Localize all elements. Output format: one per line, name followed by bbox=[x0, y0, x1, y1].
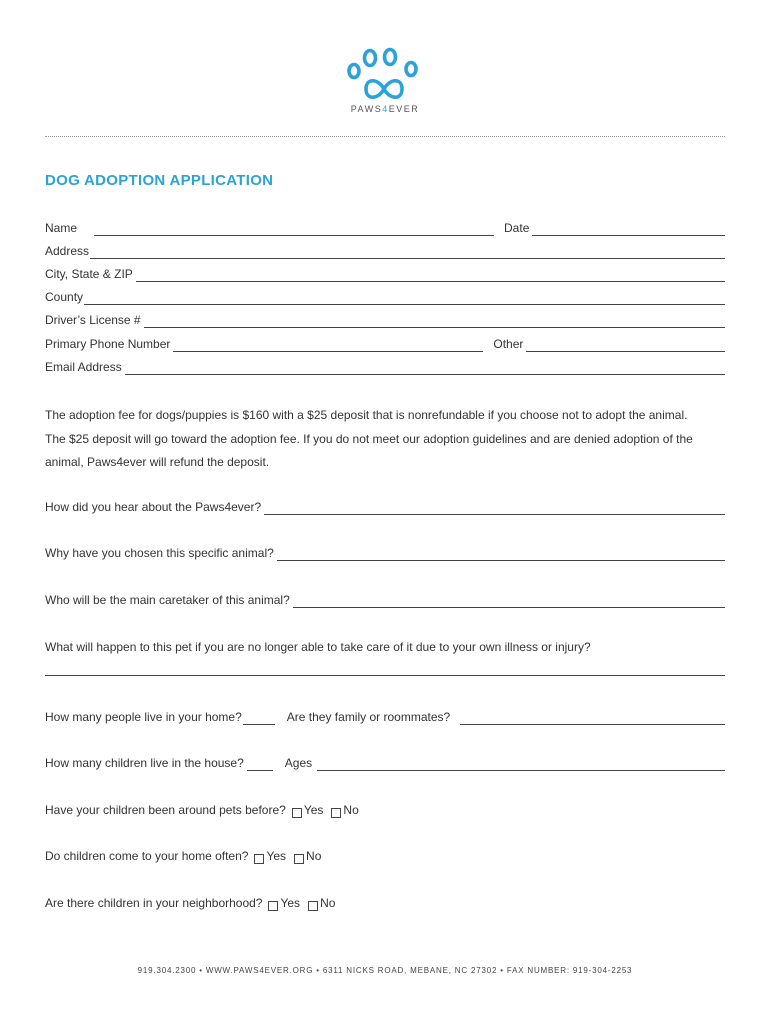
ages-label: Ages bbox=[284, 756, 313, 770]
footer-contact: 919.304.2300 • WWW.PAWS4EVER.ORG • 6311 NICKS ROAD, MEBANE, NC 27302 • FAX NUMBER: 919-304-2253 bbox=[137, 966, 633, 975]
dotted-divider bbox=[45, 136, 725, 137]
paragraph-line: The adoption fee for dogs/puppies is $160 with a $25 deposit that is nonrefundable if you choose not to adopt the animal. bbox=[45, 408, 688, 422]
caretaker-answer-field[interactable] bbox=[293, 595, 725, 608]
yes-label: Yes bbox=[280, 896, 301, 910]
hear-question: How did you hear about the Paws4ever? bbox=[45, 500, 262, 514]
paragraph-line: The $25 deposit will go toward the adoption fee. If you do not meet our adoption guidelines and are denied adoption of the bbox=[45, 431, 693, 446]
brand-name: PAWS4EVER bbox=[350, 104, 420, 114]
pets-before-no-checkbox[interactable] bbox=[331, 808, 341, 818]
yes-label: Yes bbox=[303, 803, 324, 817]
people-question: How many people live in your home? bbox=[45, 710, 242, 724]
neighborhood-yes-checkbox[interactable] bbox=[268, 901, 278, 911]
paw-infinity-icon bbox=[340, 44, 430, 100]
city-row bbox=[45, 266, 725, 282]
illness-question-row bbox=[45, 639, 725, 655]
neighborhood-question: Are there children in your neighborhood? bbox=[45, 896, 263, 910]
no-label: No bbox=[320, 896, 336, 910]
neighborhood-no-checkbox[interactable] bbox=[308, 901, 318, 911]
children-count-field[interactable] bbox=[247, 758, 273, 771]
paragraph-line: animal, Paws4ever will refund the deposit. bbox=[45, 455, 270, 469]
license-label: Driver’s License # bbox=[45, 313, 141, 327]
date-label: Date bbox=[504, 221, 530, 235]
family-answer-field[interactable] bbox=[460, 712, 725, 725]
email-row bbox=[45, 359, 725, 375]
other-phone-field[interactable] bbox=[526, 339, 725, 352]
pets-before-row bbox=[45, 802, 725, 818]
county-label: County bbox=[45, 290, 84, 304]
children-question-row bbox=[45, 755, 725, 771]
license-field[interactable] bbox=[144, 315, 725, 328]
name-field[interactable] bbox=[94, 223, 494, 236]
come-home-yes-checkbox[interactable] bbox=[254, 854, 264, 864]
no-label: No bbox=[306, 849, 322, 863]
caretaker-question: Who will be the main caretaker of this animal? bbox=[45, 593, 290, 607]
why-question-row bbox=[45, 545, 725, 561]
license-row bbox=[45, 312, 725, 328]
page-title: DOG ADOPTION APPLICATION bbox=[45, 172, 274, 189]
county-row bbox=[45, 289, 725, 305]
phone-row bbox=[45, 336, 725, 352]
city-field[interactable] bbox=[136, 269, 725, 282]
adoption-fee-paragraph bbox=[45, 404, 730, 475]
name-label: Name bbox=[45, 221, 78, 235]
why-question: Why have you chosen this specific animal? bbox=[45, 546, 274, 560]
people-count-field[interactable] bbox=[243, 712, 275, 725]
city-label: City, State & ZIP bbox=[45, 267, 133, 281]
why-answer-field[interactable] bbox=[277, 548, 725, 561]
children-question: How many children live in the house? bbox=[45, 756, 244, 770]
date-field[interactable] bbox=[532, 223, 725, 236]
hear-answer-field[interactable] bbox=[264, 502, 725, 515]
yes-label: Yes bbox=[266, 849, 287, 863]
email-field[interactable] bbox=[125, 362, 725, 375]
family-question: Are they family or roommates? bbox=[286, 710, 451, 724]
pets-before-yes-checkbox[interactable] bbox=[292, 808, 302, 818]
no-label: No bbox=[343, 803, 359, 817]
address-field[interactable] bbox=[90, 246, 725, 259]
phone-label: Primary Phone Number bbox=[45, 337, 171, 351]
county-field[interactable] bbox=[84, 292, 725, 305]
name-date-row bbox=[45, 220, 725, 236]
ages-field[interactable] bbox=[317, 758, 725, 771]
pets-before-question: Have your children been around pets before? bbox=[45, 803, 286, 817]
come-home-no-checkbox[interactable] bbox=[294, 854, 304, 864]
illness-question: What will happen to this pet if you are no longer able to take care of it due to your own illness or injury? bbox=[45, 640, 591, 654]
come-home-question: Do children come to your home often? bbox=[45, 849, 249, 863]
caretaker-question-row bbox=[45, 592, 725, 608]
phone-field[interactable] bbox=[173, 339, 483, 352]
address-row bbox=[45, 243, 725, 259]
come-home-row bbox=[45, 848, 725, 864]
address-label: Address bbox=[45, 244, 90, 258]
illness-answer-field[interactable] bbox=[45, 675, 725, 676]
people-question-row bbox=[45, 709, 725, 725]
neighborhood-row bbox=[45, 895, 725, 911]
hear-question-row bbox=[45, 499, 725, 515]
email-label: Email Address bbox=[45, 360, 122, 374]
other-label: Other bbox=[493, 337, 524, 351]
